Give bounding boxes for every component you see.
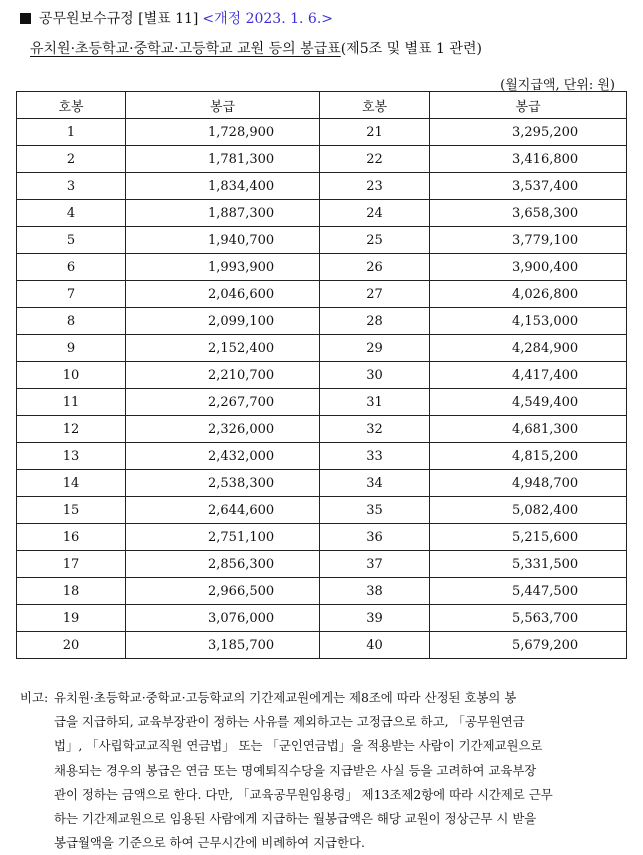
pay-cell: 5,563,700 (430, 605, 627, 632)
salary-table (16, 91, 627, 659)
remarks-text (20, 686, 620, 855)
step-cell: 13 (17, 443, 126, 470)
pay-cell: 1,834,400 (126, 173, 320, 200)
table-row (17, 605, 627, 632)
remarks-line: 유치원·초등학교·중학교·고등학교의 기간제교원에게는 제8조에 따라 산정된 호봉의 봉 (54, 690, 517, 705)
step-cell: 35 (320, 497, 430, 524)
step-cell: 20 (17, 632, 126, 659)
step-cell: 24 (320, 200, 430, 227)
step-cell: 33 (320, 443, 430, 470)
pay-cell: 4,681,300 (430, 416, 627, 443)
pay-cell: 4,026,800 (430, 281, 627, 308)
table-title-main: 유치원·초등학교·중학교·고등학교 교원 등의 봉급표 (30, 41, 341, 57)
pay-cell: 3,900,400 (430, 254, 627, 281)
remarks-line: 법」, 「사립학교교직원 연금법」 또는 「군인연금법」을 적용받는 사람이 기간제교원으로 (54, 738, 543, 754)
step-cell: 39 (320, 605, 430, 632)
table-row (17, 389, 627, 416)
pay-cell: 2,432,000 (126, 443, 320, 470)
table-row (17, 227, 627, 254)
pay-cell: 4,549,400 (430, 389, 627, 416)
step-cell: 31 (320, 389, 430, 416)
pay-cell: 5,679,200 (430, 632, 627, 659)
pay-cell: 2,152,400 (126, 335, 320, 362)
step-cell: 15 (17, 497, 126, 524)
pay-cell: 4,284,900 (430, 335, 627, 362)
pay-cell: 4,417,400 (430, 362, 627, 389)
pay-cell: 5,447,500 (430, 578, 627, 605)
table-row (17, 443, 627, 470)
table-row (17, 470, 627, 497)
step-cell: 21 (320, 119, 430, 146)
step-cell: 1 (17, 119, 126, 146)
step-cell: 19 (17, 605, 126, 632)
step-cell: 5 (17, 227, 126, 254)
table-row (17, 497, 627, 524)
table-title (30, 38, 482, 58)
pay-cell: 1,940,700 (126, 227, 320, 254)
table-row (17, 362, 627, 389)
table-row (17, 281, 627, 308)
table-row (17, 578, 627, 605)
pay-cell: 2,538,300 (126, 470, 320, 497)
table-row (17, 551, 627, 578)
pay-cell: 2,267,700 (126, 389, 320, 416)
remarks (20, 686, 620, 855)
pay-cell: 1,728,900 (126, 119, 320, 146)
pay-cell: 3,658,300 (430, 200, 627, 227)
pay-cell: 1,887,300 (126, 200, 320, 227)
step-cell: 23 (320, 173, 430, 200)
pay-cell: 2,751,100 (126, 524, 320, 551)
pay-cell: 1,781,300 (126, 146, 320, 173)
step-cell: 9 (17, 335, 126, 362)
pay-cell: 4,153,000 (430, 308, 627, 335)
column-header-pay: 봉급 (126, 92, 320, 119)
pay-cell: 5,331,500 (430, 551, 627, 578)
step-cell: 11 (17, 389, 126, 416)
table-header-row (17, 92, 627, 119)
step-cell: 12 (17, 416, 126, 443)
step-cell: 27 (320, 281, 430, 308)
pay-cell: 2,099,100 (126, 308, 320, 335)
step-cell: 38 (320, 578, 430, 605)
step-cell: 40 (320, 632, 430, 659)
step-cell: 34 (320, 470, 430, 497)
table-row (17, 119, 627, 146)
table-row (17, 632, 627, 659)
step-cell: 6 (17, 254, 126, 281)
remarks-line: 관이 정하는 금액으로 한다. 다만, 「교육공무원임용령」 제13조제2항에 따라 시간제로 근무 (54, 786, 553, 802)
table-row (17, 416, 627, 443)
pay-cell: 4,815,200 (430, 443, 627, 470)
step-cell: 30 (320, 362, 430, 389)
salary-table-body (17, 119, 627, 659)
step-cell: 18 (17, 578, 126, 605)
step-cell: 2 (17, 146, 126, 173)
step-cell: 32 (320, 416, 430, 443)
step-cell: 36 (320, 524, 430, 551)
column-header-pay: 봉급 (430, 92, 627, 119)
step-cell: 22 (320, 146, 430, 173)
pay-cell: 5,215,600 (430, 524, 627, 551)
pay-cell: 4,948,700 (430, 470, 627, 497)
step-cell: 14 (17, 470, 126, 497)
pay-cell: 3,537,400 (430, 173, 627, 200)
remarks-line: 하는 기간제교원으로 임용된 사람에게 지급하는 월봉급액은 해당 교원이 정상근무 시 받을 (54, 811, 537, 827)
pay-cell: 3,779,100 (430, 227, 627, 254)
step-cell: 17 (17, 551, 126, 578)
table-row (17, 173, 627, 200)
remarks-line: 급을 지급하되, 교육부장관이 정하는 사유를 제외하고는 고정급으로 하고, 「공무원연금 (54, 714, 525, 730)
table-row (17, 308, 627, 335)
pay-cell: 5,082,400 (430, 497, 627, 524)
table-title-related: (제5조 및 별표 1 관련) (340, 41, 482, 57)
remarks-line: 봉급월액을 기준으로 하여 근무시간에 비례하여 지급한다. (54, 835, 365, 851)
pay-cell: 3,185,700 (126, 632, 320, 659)
remarks-label: 비고: (20, 690, 49, 705)
table-row (17, 335, 627, 362)
step-cell: 26 (320, 254, 430, 281)
document-header (20, 8, 333, 28)
table-row (17, 200, 627, 227)
step-cell: 37 (320, 551, 430, 578)
pay-cell: 2,046,600 (126, 281, 320, 308)
step-cell: 4 (17, 200, 126, 227)
pay-cell: 3,416,800 (430, 146, 627, 173)
square-bullet-icon (20, 13, 31, 24)
step-cell: 7 (17, 281, 126, 308)
pay-cell: 1,993,900 (126, 254, 320, 281)
table-row (17, 254, 627, 281)
regulation-title: 공무원보수규정 [별표 11] (39, 11, 199, 27)
step-cell: 28 (320, 308, 430, 335)
pay-cell: 3,295,200 (430, 119, 627, 146)
step-cell: 29 (320, 335, 430, 362)
amendment-date: <개정 2023. 1. 6.> (202, 11, 334, 27)
pay-cell: 2,966,500 (126, 578, 320, 605)
pay-cell: 2,326,000 (126, 416, 320, 443)
column-header-step: 호봉 (320, 92, 430, 119)
unit-label: (월지급액, 단위: 원) (500, 78, 615, 93)
pay-cell: 3,076,000 (126, 605, 320, 632)
table-row (17, 524, 627, 551)
step-cell: 8 (17, 308, 126, 335)
remarks-line: 채용되는 경우의 봉급은 연금 또는 명예퇴직수당을 지급받은 사실 등을 고려하여 교육부장 (54, 762, 537, 778)
pay-cell: 2,856,300 (126, 551, 320, 578)
step-cell: 10 (17, 362, 126, 389)
step-cell: 25 (320, 227, 430, 254)
pay-cell: 2,644,600 (126, 497, 320, 524)
pay-cell: 2,210,700 (126, 362, 320, 389)
step-cell: 16 (17, 524, 126, 551)
column-header-step: 호봉 (17, 92, 126, 119)
step-cell: 3 (17, 173, 126, 200)
table-row (17, 146, 627, 173)
